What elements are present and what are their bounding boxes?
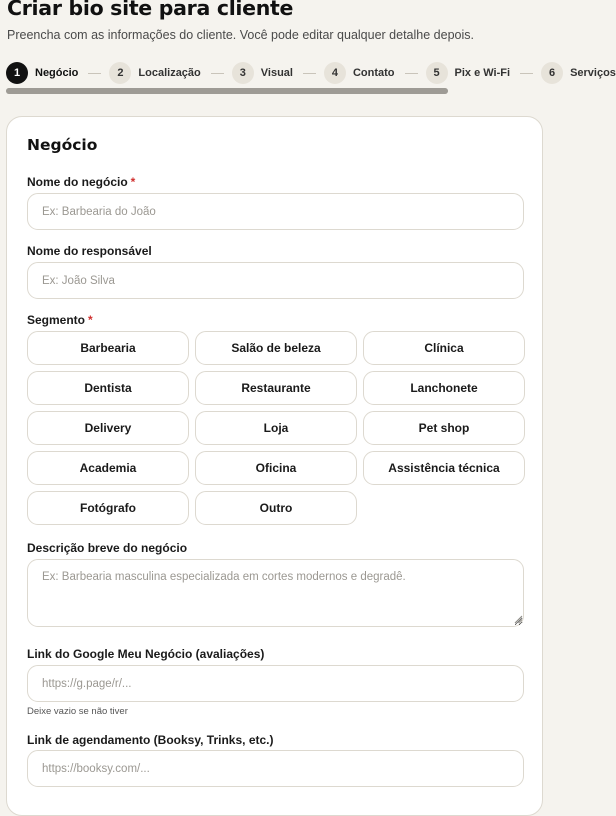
step-contato[interactable]	[324, 62, 395, 84]
section-title: Negócio	[27, 136, 98, 154]
step-separator	[303, 73, 316, 74]
step-servicos[interactable]	[541, 62, 616, 84]
segment-option-oficina[interactable]: Oficina	[195, 451, 357, 485]
required-mark: *	[88, 313, 93, 327]
description-label: Descrição breve do negócio	[27, 541, 188, 555]
business-name-input[interactable]	[27, 193, 524, 230]
step-pix-wifi[interactable]	[426, 62, 511, 84]
segment-option-assistencia-tecnica[interactable]: Assistência técnica	[363, 451, 525, 485]
page-title: Criar bio site para cliente	[7, 0, 294, 20]
step-number: 5	[426, 62, 448, 84]
google-link-input[interactable]	[27, 665, 524, 702]
google-link-hint: Deixe vazio se não tiver	[27, 706, 128, 717]
business-name-label: Nome do negócio *	[27, 175, 136, 189]
segment-option-fotografo[interactable]: Fotógrafo	[27, 491, 189, 525]
responsible-name-label: Nome do responsável	[27, 244, 152, 258]
booking-link-input[interactable]	[27, 750, 524, 787]
step-label: Pix e Wi-Fi	[454, 67, 511, 79]
step-label: Negócio	[35, 67, 79, 79]
step-label: Serviços	[570, 67, 616, 79]
resize-handle-icon[interactable]	[514, 615, 522, 623]
google-link-label: Link do Google Meu Negócio (avaliações)	[27, 647, 265, 661]
segment-option-salao-de-beleza[interactable]: Salão de beleza	[195, 331, 357, 365]
segment-option-restaurante[interactable]: Restaurante	[195, 371, 357, 405]
step-label: Localização	[138, 67, 201, 79]
responsible-name-input[interactable]	[27, 262, 524, 299]
step-localizacao[interactable]	[109, 62, 200, 84]
segment-option-barbearia[interactable]: Barbearia	[27, 331, 189, 365]
step-number: 4	[324, 62, 346, 84]
step-visual[interactable]	[232, 62, 293, 84]
step-separator	[88, 73, 101, 74]
step-number: 6	[541, 62, 563, 84]
segment-option-lanchonete[interactable]: Lanchonete	[363, 371, 525, 405]
step-label: Contato	[352, 67, 395, 79]
segment-option-clinica[interactable]: Clínica	[363, 331, 525, 365]
required-mark: *	[130, 175, 136, 189]
step-number: 1	[6, 62, 28, 84]
stepper-scrollbar[interactable]	[6, 88, 448, 94]
booking-link-label: Link de agendamento (Booksy, Trinks, etc.)	[27, 733, 274, 747]
step-number: 3	[232, 62, 254, 84]
step-separator	[211, 73, 224, 74]
segment-option-delivery[interactable]: Delivery	[27, 411, 189, 445]
step-separator	[520, 73, 533, 74]
page-subtitle: Preencha com as informações do cliente. Você pode editar qualquer detalhe depois.	[7, 28, 474, 42]
step-label: Visual	[260, 67, 293, 79]
description-textarea[interactable]	[27, 559, 524, 627]
segment-option-academia[interactable]: Academia	[27, 451, 189, 485]
step-negocio[interactable]	[6, 62, 78, 84]
segment-options	[27, 331, 525, 525]
segment-option-loja[interactable]: Loja	[195, 411, 357, 445]
segment-option-pet-shop[interactable]: Pet shop	[363, 411, 525, 445]
stepper-scrollbar-thumb[interactable]	[6, 88, 448, 94]
step-number: 2	[109, 62, 131, 84]
segment-option-dentista[interactable]: Dentista	[27, 371, 189, 405]
step-separator	[405, 73, 418, 74]
form-card	[6, 116, 543, 816]
segment-label: Segmento *	[27, 313, 93, 327]
stepper	[6, 62, 616, 84]
segment-option-outro[interactable]: Outro	[195, 491, 357, 525]
